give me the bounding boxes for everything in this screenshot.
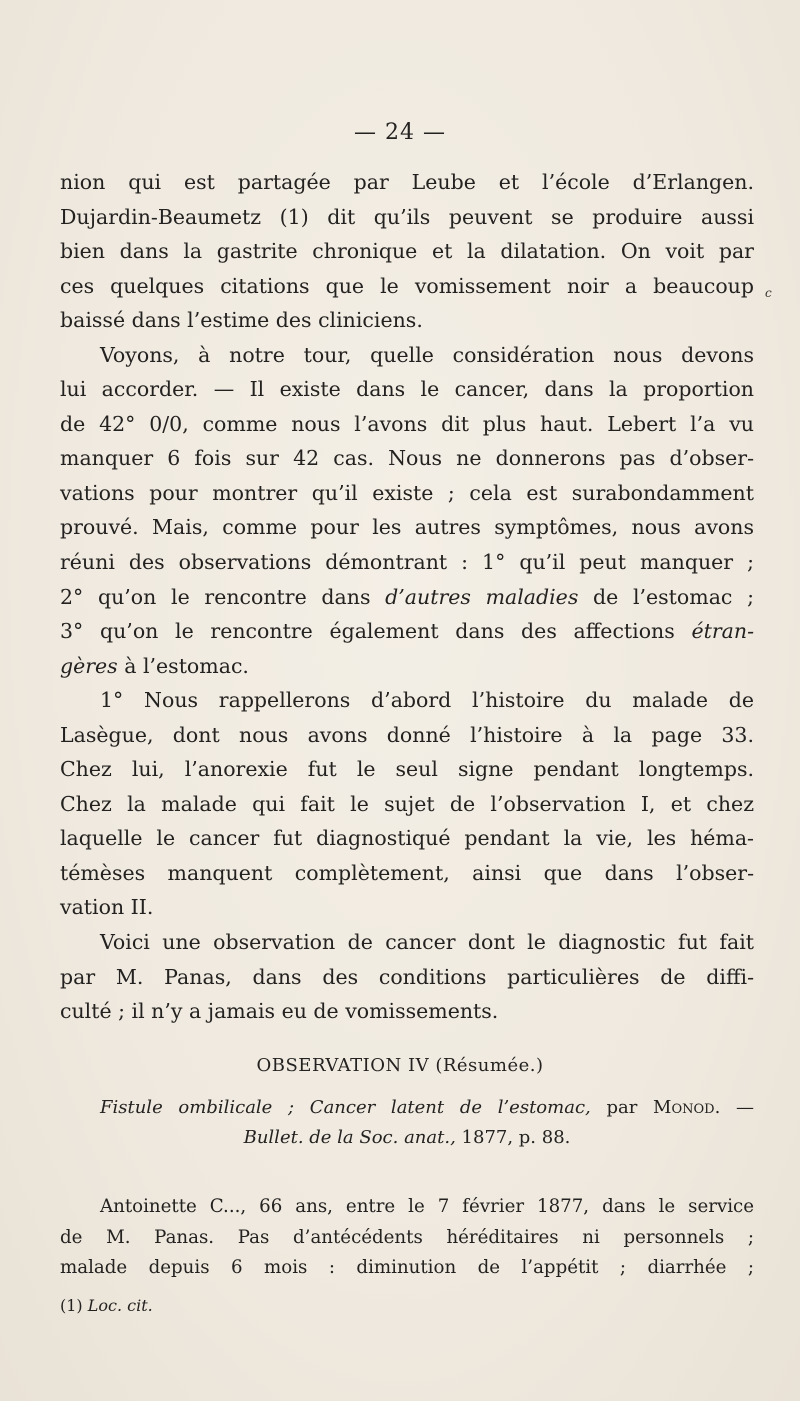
text-line: Antoinette C..., 66 ans, entre le 7 février 1877, dans le service <box>100 1196 754 1217</box>
text-line: baissé dans l’estime des cliniciens. <box>60 308 423 333</box>
text-line: lui accorder. — Il existe dans le cancer, dans la proportion <box>60 377 754 402</box>
footnote-text: Loc. cit. <box>87 1296 153 1315</box>
observation-title: OBSERVATION IV (Résumée.) <box>256 1055 544 1076</box>
text-line: 1° Nous rappellerons d’abord l’histoire du malade de <box>100 688 754 713</box>
text-line <box>60 580 754 615</box>
text-line: Dujardin-Beaumetz (1) dit qu’ils peuvent se produire aussi <box>60 204 754 229</box>
text-line: réuni des observations démontrant : 1° qu’il peut manquer ; <box>60 550 754 575</box>
text-line: de M. Panas. Pas d’antécédents héréditaires ni personnels ; <box>60 1226 754 1248</box>
text-line: ces quelques citations que le vomissement noir a beaucoup <box>60 273 754 298</box>
text-span: à l’estomac. <box>117 653 249 678</box>
text-line: nion qui est partagée par Leube et l’école d’Erlangen. <box>60 170 754 194</box>
text-line: manquer 6 fois sur 42 cas. Nous ne donnerons pas d’obser- <box>60 446 754 471</box>
text-line: par M. Panas, dans des conditions particulières de diffi- <box>60 964 754 989</box>
text-span: 3° qu’on le rencontre également dans des affections <box>60 619 692 644</box>
italic-phrase: Fistule ombilicale ; Cancer latent de l’estomac, <box>100 1097 591 1118</box>
text-line: Voici une observation de cancer dont le diagnostic fut fait <box>100 930 754 955</box>
author-name: Monod <box>653 1097 715 1118</box>
text-line: Chez la malade qui fait le sujet de l’observation I, et chez <box>60 791 754 816</box>
text-line: témèses manquent complètement, ainsi que dans l’obser- <box>60 860 754 885</box>
main-text <box>60 165 754 1029</box>
text-line: prouvé. Mais, comme pour les autres symptômes, nous avons <box>60 515 754 540</box>
text-span: 2° qu’on le rencontre dans <box>60 584 386 609</box>
text-line <box>60 614 754 649</box>
reference-line <box>60 1123 754 1153</box>
observation-text <box>60 1192 754 1284</box>
text-span: . — <box>714 1097 754 1118</box>
text-line: Chez lui, l’anorexie fut le seul signe pendant longtemps. <box>60 757 754 782</box>
italic-phrase: d’autres maladies <box>385 584 579 609</box>
text-line: malade depuis 6 mois : diminution de l’appétit ; diarrhée ; <box>60 1257 754 1278</box>
observation-reference <box>60 1093 754 1153</box>
text-line: laquelle le cancer fut diagnostiqué pendant la vie, les héma- <box>60 826 754 851</box>
text-line: de 42° 0/0, comme nous l’avons dit plus haut. Lebert l’a vu <box>60 411 754 436</box>
text-line: Voyons, à notre tour, quelle considération nous devons <box>100 342 754 367</box>
text-span: 1877, p. 88. <box>455 1127 571 1148</box>
text-line: vation II. <box>60 895 154 920</box>
text-span: par <box>590 1097 654 1118</box>
text-line: culté ; il n’y a jamais eu de vomissements. <box>60 999 499 1024</box>
italic-phrase: Bullet. de la Soc. anat., <box>243 1127 456 1148</box>
margin-mark: c <box>765 286 772 300</box>
text-line <box>60 649 754 684</box>
page-number: — 24 — <box>354 120 446 145</box>
text-line: bien dans la gastrite chronique et la dilatation. On voit par <box>60 239 754 264</box>
italic-phrase: gères <box>60 653 118 678</box>
footnote <box>60 1296 153 1315</box>
italic-phrase: étran- <box>691 619 754 644</box>
footnote-marker: (1) <box>60 1296 88 1315</box>
reference-line <box>60 1093 754 1123</box>
text-line: Lasègue, dont nous avons donné l’histoire à la page 33. <box>60 722 754 747</box>
text-span: de l’estomac ; <box>578 584 754 609</box>
text-line: vations pour montrer qu’il existe ; cela est surabondamment <box>60 480 754 505</box>
